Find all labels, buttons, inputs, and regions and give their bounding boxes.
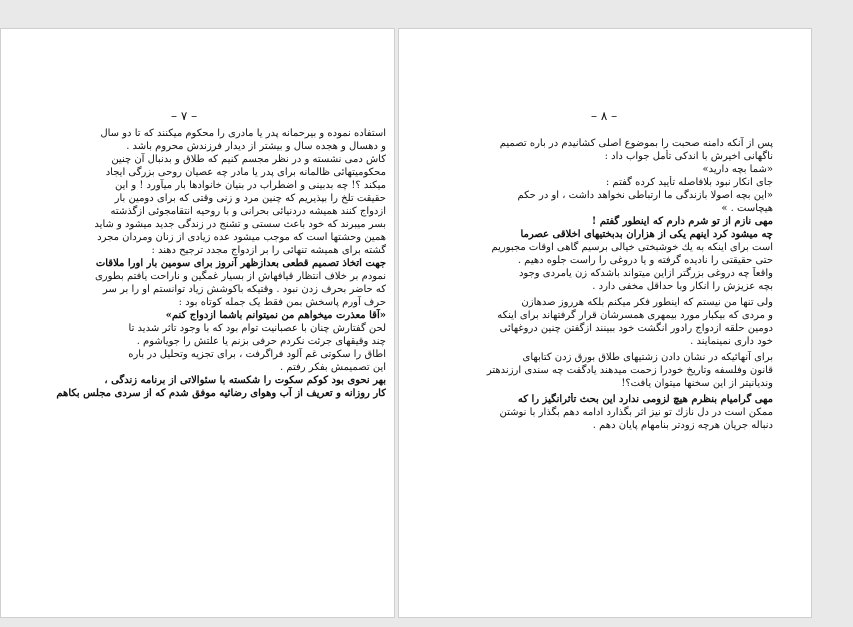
text-line: «شما بچه دارید» — [702, 164, 773, 175]
text-line: اطاق را سکوتی غم آلود فراگرفت ، برای تجزیه وتحلیل در باره — [128, 349, 386, 360]
text-line: حرف آورم پاسخش بمن فقط یک جمله کوتاه بود : — [178, 297, 386, 308]
document-page-right — [398, 28, 812, 618]
text-line: کاش دمی نشسته و در نظر مجسم کنیم که طلاق و بدنبال آن چنین — [111, 154, 386, 165]
text-line: وندیانیتر از این سخنها میتوان یافت؟! — [621, 378, 773, 389]
text-line: «این بچه اصولا بازندگی ما ارتباطی نخواهد داشت ، او در حکم — [517, 190, 773, 201]
text-line: که حاضر بحرف زدن نبود . وقتیکه باکوشش زیاد توانستم او را بر سر — [102, 284, 386, 295]
text-line: محکومیتهائی ظالمانه برای پدر یا مادر چه عصیان روحی بزرگی ایجاد — [105, 167, 386, 178]
text-line: ولی تنها من نیستم که اینطور فکر میکنم بلکه هرروز صدهازن — [521, 297, 773, 308]
text-line: بسر میبرند که خود باعث سستی و تشنج در زندگی جدید میشود و شاید — [94, 219, 386, 230]
text-line: «آقا معذرت میخواهم من نمیتوانم باشما ازدواج کنم» — [165, 310, 386, 321]
text-line: مهی گرامیام بنظرم هیچ لزومی ندارد این بحث تأثرانگیز را که — [517, 394, 773, 405]
text-line: ازدواج کنند همیشه دردنیائی بحرانی و با روحیه انتقامجوئی ازگذشته — [110, 206, 386, 217]
text-line: گشته برای همیشه تنهائی را بر ازدواج مجدد ترجیح دهند : — [151, 245, 386, 256]
text-line: جای انکار نبود بلافاصله تأیید کرده گفتم : — [605, 177, 773, 188]
text-line: همین وحشتها است که موجب میشود عده زیادی از زنان ومردان مجرد — [97, 232, 386, 243]
text-line: واقعاً چه دروغی بزرگتر ازاین میتواند باشدکه زن یامردی وجود — [518, 268, 773, 279]
text-line: پس از آنکه دامنه صحبت را بموضوع اصلی کشانیدم در باره تصمیم — [499, 138, 773, 149]
document-page-left — [0, 28, 395, 618]
text-line: مهی نازم از تو شرم دارم که اینطور گفتم ! — [591, 216, 773, 227]
page-text-block — [28, 127, 386, 400]
text-line: جهت اتخاذ تصمیم قطعی بعدازظهر آنروز برای سومین بار اورا ملاقات — [95, 258, 386, 269]
text-line: حقیقت تلخ را بپذیریم که چنین مرد و زنی وقتی که برای دومین بار — [114, 193, 386, 204]
text-line: دنباله جریان هرچه زودتر بنامهام پایان دهم . — [592, 420, 773, 431]
text-line: خود داری نمینمایند . — [690, 336, 773, 347]
text-line: نمودم بر خلاف انتظار قیافهاش از بسیار غمگین و ناراحت یافتم بطوری — [94, 271, 386, 282]
text-line: ناگهانی اخیرش با اندکی تأمل جواب داد : — [604, 151, 773, 162]
text-line: ممکن است در دل نازك تو نیز اثر بگذارد ادامه دهم بگذار با نوشتن — [499, 407, 773, 418]
text-line: برای آنهائیکه در نشان دادن زشتیهای طلاق بورق زدن کتابهای — [522, 352, 773, 363]
text-line: قانون وفلسفه وتاریخ خودرا زحمت میدهند یادگفت چه سندی ارزندهتر — [486, 365, 773, 376]
page-number: – ٨ – — [591, 109, 618, 123]
text-line: است برای اینکه به یك خوشبختی خیالی برسیم گاهی اوقات مجبوریم — [491, 242, 773, 253]
text-line: میکند ؟! چه بدبینی و اضطراب در بنیان خانوادها بار میآورد ! و این — [115, 180, 386, 191]
text-line: این تصمیمش بفکر رفتم . — [279, 362, 386, 373]
text-line: چند وقیقهای جرئت نکردم حرفی بزنم یا علتش را جویاشوم . — [136, 336, 386, 347]
text-line: کار روزانه و تعریف از آب وهوای رضائیه موفق شدم که از سردی مجلس بکاهم — [56, 388, 386, 399]
page-number: – ٧ – — [171, 109, 198, 123]
text-line: چه میشود کرد اینهم یکی از هزاران بدبختیهای اخلاقی عصرما — [520, 229, 773, 240]
text-line: حتی حقیقتی را نادیده گرفته و یا دروغی را راست جلوه دهیم . — [517, 255, 773, 266]
text-line: دومین حلقه ازدواج رادور انگشت خود ببینند ازگفتن چنین دروغهائی — [499, 323, 773, 334]
text-line: و دهسال و هجده سال و بیشتر از دیدار فرزندش محروم باشد . — [126, 141, 386, 152]
text-line: هیچاست . » — [721, 203, 773, 214]
text-line: لحن گفتارش چنان با عصبانیت توام بود که با وجود تاثر شدید تا — [128, 323, 386, 334]
text-line: بهر نحوی بود کوکم سکوت را شکسته با سئوالاتی از برنامه زندگی ، — [104, 375, 386, 386]
page-text-block — [421, 137, 773, 432]
text-line: استفاده نموده و بیرحمانه پدر یا مادری را محکوم میکنند که تا دو سال — [100, 128, 386, 139]
text-line: و مردی که بیکبار مورد بیمهری همسرشان قرار گرفتهاند برای اینکه — [497, 310, 773, 321]
text-line: بچه عزیزش را انکار وبا حداقل مخفی دارد . — [592, 281, 773, 292]
